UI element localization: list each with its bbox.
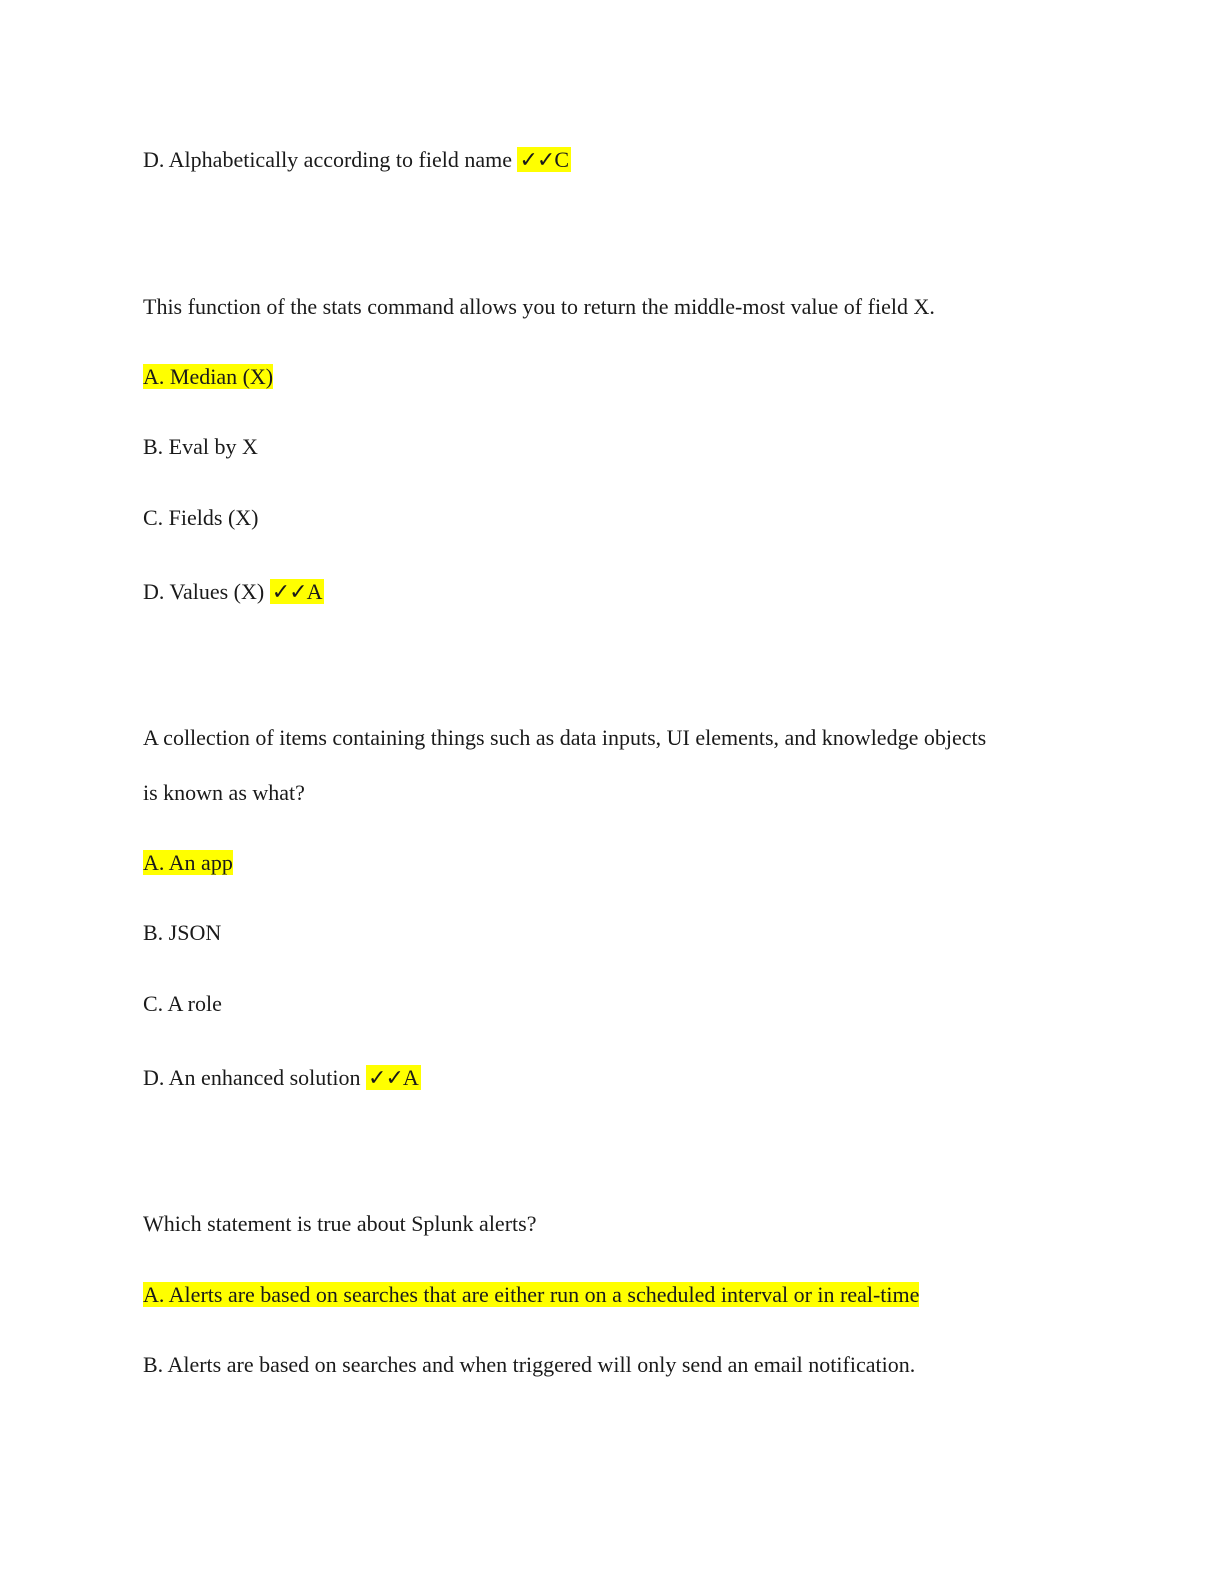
q1-option-a xyxy=(143,363,273,391)
q3-option-a-text: A. Alerts are based on searches that are either run on a scheduled interval or in real-time xyxy=(143,1282,920,1307)
q2-option-a xyxy=(143,849,233,877)
q0-answer-letter: C xyxy=(554,147,570,172)
q2-question-line1: A collection of items containing things such as data inputs, UI elements, and knowledge objects xyxy=(143,725,987,750)
q3-option-b: B. Alerts are based on searches and when triggered will only send an email notification. xyxy=(143,1352,916,1377)
q1-answer-mark xyxy=(270,579,325,604)
q2-option-b: B. JSON xyxy=(143,920,222,945)
q2-option-d xyxy=(143,1064,421,1092)
q1-option-a-text: A. Median (X) xyxy=(143,364,274,389)
q0-answer-mark xyxy=(517,147,571,172)
q1-question: This function of the stats command allows you to return the middle-most value of field X. xyxy=(143,294,935,319)
q0-option-d xyxy=(143,146,571,174)
q1-option-d xyxy=(143,578,324,606)
q2-option-c: C. A role xyxy=(143,991,222,1016)
q3-question: Which statement is true about Splunk alerts? xyxy=(143,1211,537,1236)
q1-option-d-text: D. Values (X) xyxy=(143,579,265,604)
q2-answer-mark xyxy=(366,1065,421,1090)
q1-option-c: C. Fields (X) xyxy=(143,505,259,530)
q2-option-d-text: D. An enhanced solution xyxy=(143,1065,361,1090)
q2-answer-letter: A xyxy=(402,1065,419,1090)
q0-option-d-text: D. Alphabetically according to field name xyxy=(143,147,512,172)
double-checkmark-icon: ✓✓ xyxy=(368,1066,403,1091)
q1-option-b: B. Eval by X xyxy=(143,434,258,459)
q2-option-a-text: A. An app xyxy=(143,850,233,875)
q3-option-a xyxy=(143,1281,919,1309)
double-checkmark-icon: ✓✓ xyxy=(271,580,307,605)
q1-answer-letter: A xyxy=(306,579,323,604)
q2-question-line2: is known as what? xyxy=(143,780,305,805)
double-checkmark-icon: ✓✓ xyxy=(519,148,555,173)
